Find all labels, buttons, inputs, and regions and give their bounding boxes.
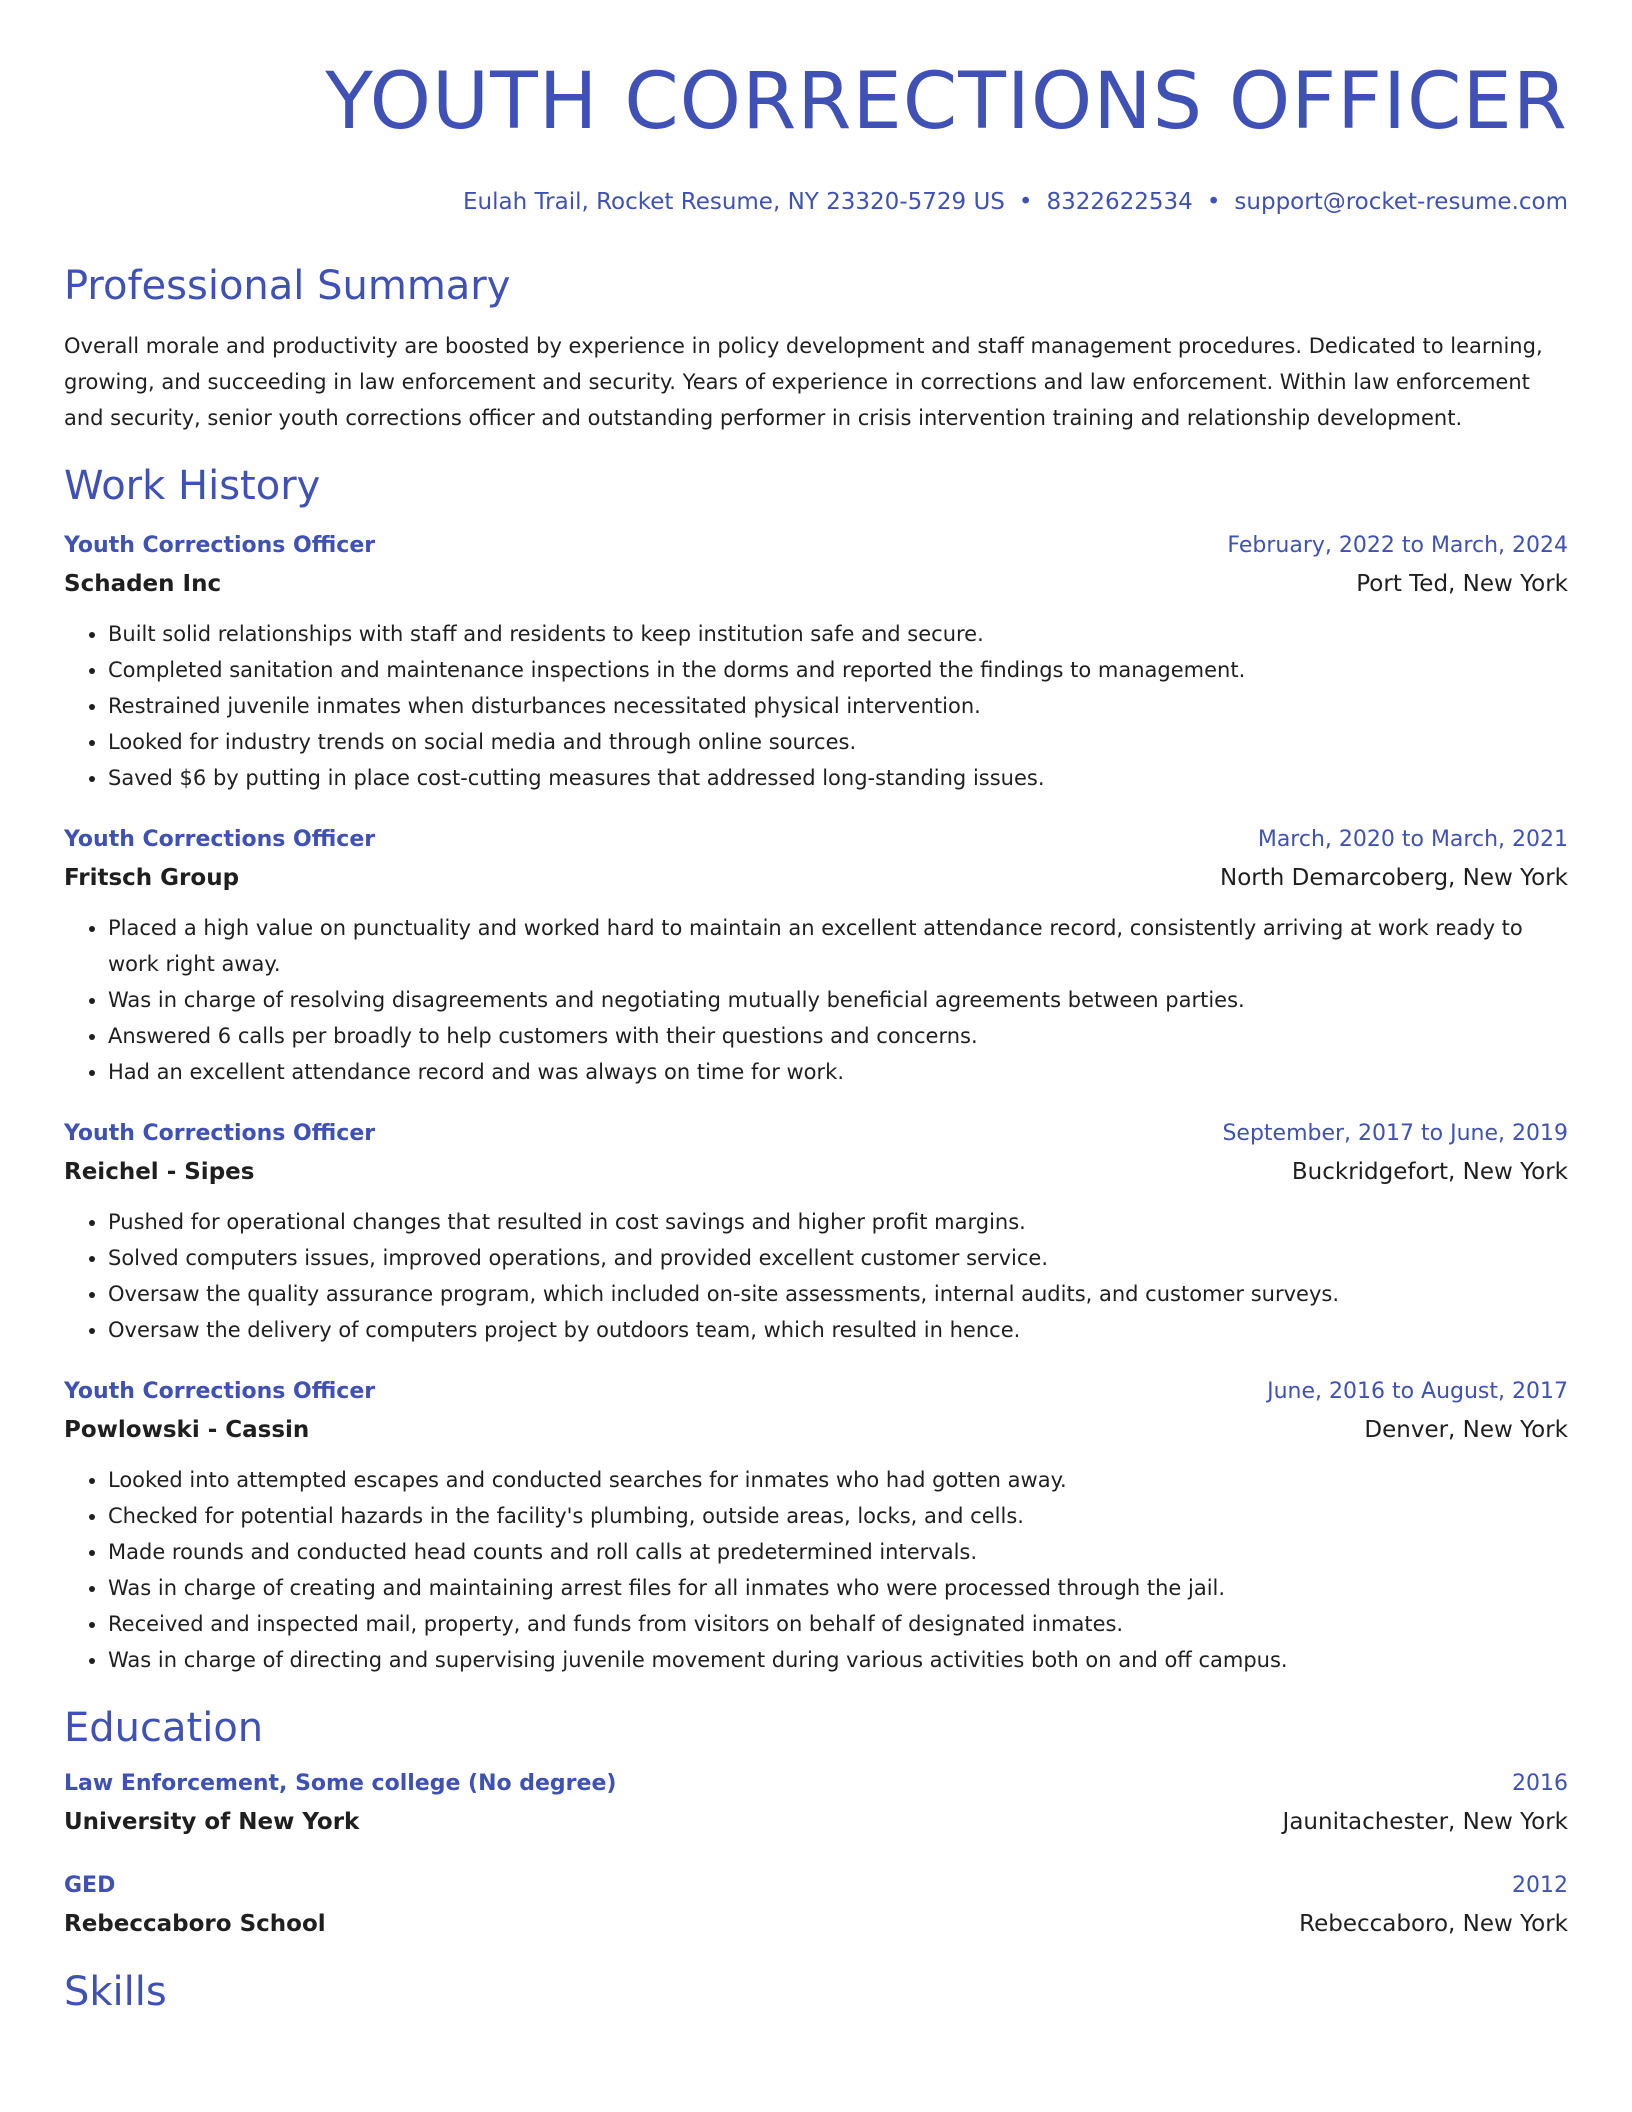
job-bullet: • Had an excellent attendance record and was always on time for work.	[108, 1054, 1568, 1090]
job-bullet: • Looked for industry trends on social media and through online sources.	[108, 724, 1568, 760]
job-header	[64, 1374, 1568, 1410]
job-title: Youth Corrections Officer	[64, 1379, 376, 1404]
job-location: Denver, New York	[1364, 1417, 1568, 1443]
job-bullet: • Answered 6 calls per broadly to help customers with their questions and concerns.	[108, 1018, 1568, 1054]
education-degree: Law Enforcement, Some college (No degree)	[64, 1771, 617, 1796]
job-bullet: • Was in charge of directing and supervising juvenile movement during various activities both on and off campus.	[108, 1642, 1568, 1678]
education-degree: GED	[64, 1873, 116, 1898]
education-location: Jaunitachester, New York	[1282, 1809, 1568, 1835]
job-bullet: • Was in charge of resolving disagreements and negotiating mutually beneficial agreements between parties.	[108, 982, 1568, 1018]
education-year: 2012	[1512, 1873, 1568, 1898]
job-entry	[64, 822, 1568, 1090]
job-bullet: • Built solid relationships with staff and residents to keep institution safe and secure.	[108, 616, 1568, 652]
job-bullet: • Saved $6 by putting in place cost-cutting measures that addressed long-standing issues.	[108, 760, 1568, 796]
contact-separator: •	[1018, 189, 1033, 215]
job-entry	[64, 1116, 1568, 1348]
job-bullets	[64, 616, 1568, 796]
education-heading: Education	[64, 1705, 264, 1751]
job-header	[64, 528, 1568, 564]
job-bullet: • Solved computers issues, improved operations, and provided excellent customer service.	[108, 1240, 1568, 1276]
contact-address: Eulah Trail, Rocket Resume, NY 23320-5729 US	[463, 189, 1005, 215]
job-header	[64, 822, 1568, 858]
job-company-row	[64, 564, 1568, 604]
job-bullet: • Restrained juvenile inmates when disturbances necessitated physical intervention.	[108, 688, 1568, 724]
job-bullet: • Looked into attempted escapes and conducted searches for inmates who had gotten away.	[108, 1462, 1568, 1498]
education-entry	[64, 1766, 1568, 1842]
job-bullet: • Received and inspected mail, property, and funds from visitors on behalf of designated inmates.	[108, 1606, 1568, 1642]
job-dates: March, 2020 to March, 2021	[1257, 827, 1568, 852]
job-bullet: • Was in charge of creating and maintaining arrest files for all inmates who were processed through the jail.	[108, 1570, 1568, 1606]
education-entry	[64, 1868, 1568, 1944]
job-dates: February, 2022 to March, 2024	[1227, 533, 1568, 558]
job-company: Fritsch Group	[64, 865, 240, 891]
job-header	[64, 1116, 1568, 1152]
summary-heading: Professional Summary	[64, 263, 511, 309]
job-entry	[64, 528, 1568, 796]
job-company: Reichel - Sipes	[64, 1159, 255, 1185]
job-bullet: • Checked for potential hazards in the facility's plumbing, outside areas, locks, and cells.	[108, 1498, 1568, 1534]
education-header	[64, 1766, 1568, 1802]
contact-separator: •	[1206, 189, 1221, 215]
job-company: Schaden Inc	[64, 571, 222, 597]
job-bullet: • Oversaw the quality assurance program, which included on-site assessments, internal audits, and customer surveys.	[108, 1276, 1568, 1312]
job-location: Buckridgefort, New York	[1291, 1159, 1568, 1185]
job-entry	[64, 1374, 1568, 1678]
job-title: Youth Corrections Officer	[64, 533, 376, 558]
work-history-heading: Work History	[64, 463, 321, 509]
education-school-row	[64, 1802, 1568, 1842]
job-title: Youth Corrections Officer	[64, 1121, 376, 1146]
job-dates: June, 2016 to August, 2017	[1267, 1379, 1568, 1404]
job-company-row	[64, 1152, 1568, 1192]
resume-title: YOUTH CORRECTIONS OFFICER	[325, 57, 1568, 147]
job-dates: September, 2017 to June, 2019	[1222, 1121, 1568, 1146]
job-bullet: • Completed sanitation and maintenance inspections in the dorms and reported the findings to management.	[108, 652, 1568, 688]
contact-phone: 8322622534	[1046, 189, 1193, 215]
resume-page	[64, 0, 1568, 2016]
job-bullets	[64, 910, 1568, 1090]
job-bullets	[64, 1462, 1568, 1678]
education-location: Rebeccaboro, New York	[1299, 1911, 1568, 1937]
contact-line	[64, 186, 1568, 218]
job-bullets	[64, 1204, 1568, 1348]
job-title: Youth Corrections Officer	[64, 827, 376, 852]
education-school: University of New York	[64, 1809, 360, 1835]
skills-heading: Skills	[64, 1969, 167, 2015]
job-bullet: • Placed a high value on punctuality and worked hard to maintain an excellent attendance record, consistently arriving at work ready to work right away.	[108, 910, 1568, 982]
contact-email: support@rocket-resume.com	[1234, 189, 1568, 215]
job-bullet: • Made rounds and conducted head counts and roll calls at predetermined intervals.	[108, 1534, 1568, 1570]
job-company-row	[64, 1410, 1568, 1450]
education-header	[64, 1868, 1568, 1904]
job-location: North Demarcoberg, New York	[1219, 865, 1568, 891]
job-location: Port Ted, New York	[1356, 571, 1568, 597]
education-year: 2016	[1512, 1771, 1568, 1796]
summary-text: Overall morale and productivity are boosted by experience in policy development and staff management procedures. Dedicated to learning, growing, and succeeding in law enforcement and security. Years of experience in corrections and law enforcement. Within law enforcement and security, senior youth corrections officer and outstanding performer in crisis intervention training and relationship development.	[64, 334, 1543, 430]
job-bullet: • Pushed for operational changes that resulted in cost savings and higher profit margins.	[108, 1204, 1568, 1240]
job-company-row	[64, 858, 1568, 898]
job-bullet: • Oversaw the delivery of computers project by outdoors team, which resulted in hence.	[108, 1312, 1568, 1348]
education-school-row	[64, 1904, 1568, 1944]
education-school: Rebeccaboro School	[64, 1911, 326, 1937]
job-company: Powlowski - Cassin	[64, 1417, 310, 1443]
